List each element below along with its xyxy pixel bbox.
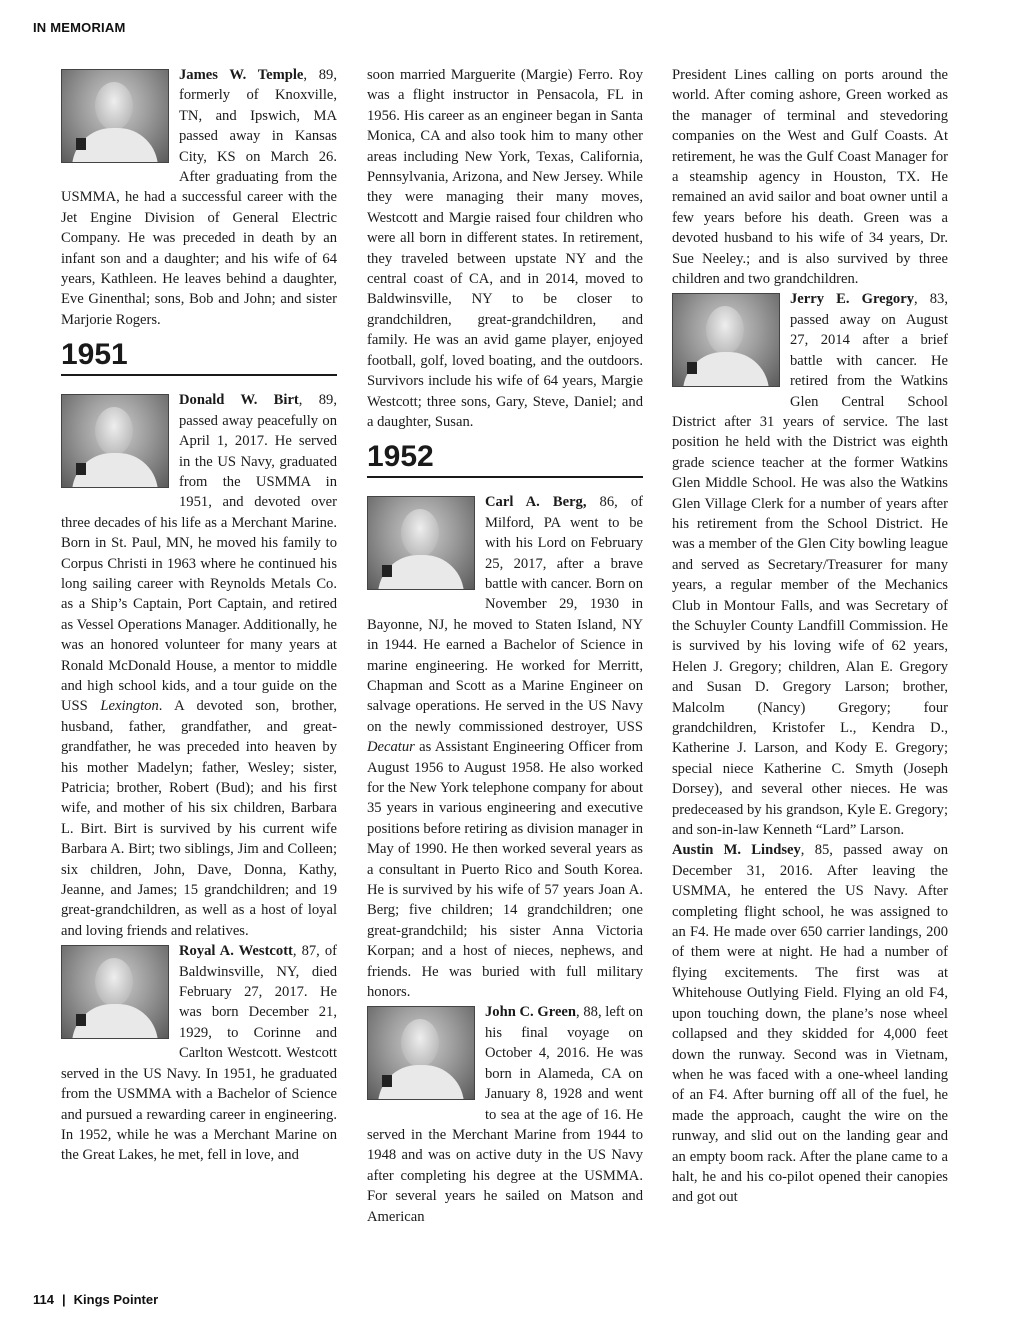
obituary-berg — [367, 492, 643, 1002]
obituary-text: , 89, passed away peacefully on April 1, 2017. He served in the US Navy, graduated from the USMMA in 1951, and devoted over three decades of his life as a Merchant Marine. Born in St. Paul, MN, he moved his family to Corpus Christi in 1963 where he continued his long sailing career with Reynolds Metals Co. as a Ship’s Captain, Port Captain, and retired as Vessel Operations Manager. Additionally, he was an honored volunteer for many years at Ronald McDonald House, a mentor to middle and high school kids, and a tour guide on the USS — [61, 392, 337, 715]
obituary-text: , 83, passed away on August 27, 2014 after a brief battle with cancer. He retired from the Watkins Glen Central School District after 31 years of service. The last position he held with the District was eighth grade science teacher at the former Watkins Glen Middle School. He was also the Watkins Glen Village Clerk for a number of years after his retirement from the School District. He was a member of the Glen City bowling league and served as Secretary/Treasurer for many years, a regular member of the Mechanics Club in Montour Falls, and was Secretary of the Schuyler County Landfill Commission. He is survived by his loving wife of 62 years, Helen J. Gregory; children, Alan E. Gregory and Susan D. Gregory Larson; brother, Malcolm (Nancy) Gregory; four grandchildren, Kristofer L., Kendra D., Katherine J. Larson, and Kody E. Gregory; special niece Katherine C. Smyth (Joseph Dorsey), and several other nieces. He was predeceased by his grandson, Kyle E. Gregory; and son-in-law Kenneth “Lard” Larson. — [672, 291, 948, 839]
class-year-heading: 1951 — [61, 338, 337, 376]
publication-name: Kings Pointer — [73, 1292, 159, 1307]
section-header: IN MEMORIAM — [33, 20, 126, 35]
obituary-green-continued: President Lines calling on ports around the world. After coming ashore, Green worked as the manager of terminal and stevedoring companies on the West and Gulf Coasts. At retirement, he was the Gulf Coast Manager for a steamship agency in Houston, TX. He remained an avid sailor and boat owner until a few years before his death. Green was a devoted husband to his wife of 34 years, Dr. Sue Neeley.; and is also survived by three children and two grandchildren. — [672, 67, 948, 288]
obituary-text: , 87, of Baldwinsville, NY, died February 27, 2017. He was born December 21, 1929, to Corinne and Carlton Westcott. Westcott served in the US Navy. In 1951, he graduated from the USMMA with a Bachelor of Science and pursued a rewarding career in engineering. In 1952, while he was a Merchant Marine on the Great Lakes, he met, fell in love, and — [61, 943, 337, 1164]
obituary-name: Donald W. Birt — [179, 392, 299, 409]
obituary-text: as Assistant Engineering Officer from August 1956 to August 1958. He also worked for the New York telephone company for about 35 years in various engineering and executive positions before retiring as division manager in May of 1990. He then worked several years as a consultant in Puerto Rico and South Korea. He is survived by his wife of 57 years Joan A. Berg; five children; 14 grandchildren; one great-grandchild; his sister Anna Victoria Korpan; and a host of nieces, nephews, and friends. He was buried with full military honors. — [367, 739, 643, 1001]
column-1 — [61, 65, 337, 1166]
obituary-text: 86, of Milford, PA went to be with his Lord on February 25, 2017, after a brave battle with cancer. Born on November 29, 1930 in Bayonne, NJ, he moved to Staten Island, NY in 1944. He earned a Bachelor of Science in marine engineering. He worked for Merritt, Chapman and Scott as a Marine Engineer on salvage operations. He served in the US Navy on the newly commissioned destroyer, USS — [367, 494, 644, 735]
obituary-temple — [61, 65, 337, 330]
obituary-name: Royal A. Westcott — [179, 943, 293, 960]
portrait-photo-temple — [61, 69, 169, 163]
portrait-photo-birt — [61, 394, 169, 488]
obituary-name: Carl A. Berg, — [485, 494, 587, 511]
obituary-westcott-continued: soon married Marguerite (Margie) Ferro. Roy was a flight instructor in Pensacola, FL in 1956. His career as an engineer began in Santa Monica, CA and also took him to many other areas including New York, Texas, California, Pennsylvania, Arizona, and New Jersey. While they were managing their many moves, Westcott and Margie raised four children who were all born in different states. In retirement, they traveled between upstate NY and the central coast of CA, and in 2014, moved to Baldwinsville, NY to be closer to grandchildren, great-grandchildren, and family. He was an avid game player, enjoyed football, golf, loved boating, and the outdoors. Survivors include his wife of 64 years, Margie Westcott; three sons, Gary, Steve, Daniel; and a daughter, Susan. — [367, 67, 643, 430]
ship-name: Decatur — [367, 739, 415, 756]
portrait-photo-green — [367, 1006, 475, 1100]
obituary-text: , 85, passed away on December 31, 2016. After leaving the USMMA, he entered the US Navy. After completing flight school, he was assigned to an F4. He made over 650 carrier landings, 200 of them were at night. He had a number of flying excitements. The first was at Whitehouse Outlying Field. Flying an old F4, upon touching down, the plane’s nose wheel collapsed and they skidded for 4,000 feet down the runway. Second was in Vietnam, when he was faced with a one-wheel landing of an F4. After burning off all of the fuel, he made the approach, caught the wire on the runway, and slid out on the landing gear and an empty boom rack. After the plane came to a halt, he and his co-pilot opened their canopies and got out — [672, 842, 948, 1206]
obituary-name: John C. Green — [485, 1004, 577, 1021]
obituary-name: Jerry E. Gregory — [790, 291, 915, 308]
obituary-text: , 89, formerly of Knoxville, TN, and Ipswich, MA passed away in Kansas City, KS on March 26. After graduating from the USMMA, he had a successful career with the Jet Engine Division of General Electric Company. He was preceded in death by an infant son and a daughter; and his wife of 64 years, Kathleen. He leaves behind a daughter, Eve Ginenthal; sons, Bob and John; and sister Marjorie Rogers. — [61, 67, 337, 328]
portrait-photo-gregory — [672, 293, 780, 387]
obituary-text: . A devoted son, brother, husband, father, grandfather, and great-grandfather, he was preceded into heaven by his mother Madelyn; father, Wesley; sister, Patricia; brother, Robert (Bud); and his first wife, and mother of his six children, Barbara L. Birt. Birt is survived by his current wife Barbara A. Birt; two siblings, Jim and Colleen; six children, John, Dave, Donna, Kathy, Jeanne, and James; 15 grandchildren; and 19 great-grandchildren, as well as a host of loyal and loving friends and relatives. — [61, 698, 338, 939]
obituary-name: Austin M. Lindsey — [672, 842, 801, 859]
page-footer — [33, 1292, 158, 1307]
obituary-birt — [61, 390, 337, 941]
footer-separator: | — [61, 1292, 66, 1307]
column-2 — [367, 65, 643, 1227]
obituary-text: , 88, left on his final voyage on October 4, 2016. He was born in Alameda, CA on January 8, 1928 and went to sea at the age of 16. He served in the Merchant Marine from 1944 to 1948 and was on active duty in the US Navy after completing his degree at the USMMA. For several years he sailed on Matson and American — [367, 1004, 643, 1225]
class-year-heading: 1952 — [367, 440, 643, 478]
page-number: 114 — [33, 1292, 54, 1307]
obituary-gregory — [672, 289, 948, 840]
portrait-photo-berg — [367, 496, 475, 590]
ship-name: Lexington — [100, 698, 159, 715]
obituary-green — [367, 1002, 643, 1226]
portrait-photo-westcott — [61, 945, 169, 1039]
obituary-lindsey — [672, 840, 948, 1207]
obituary-westcott — [61, 941, 337, 1165]
obituary-name: James W. Temple — [179, 67, 304, 83]
column-3 — [672, 65, 948, 1208]
